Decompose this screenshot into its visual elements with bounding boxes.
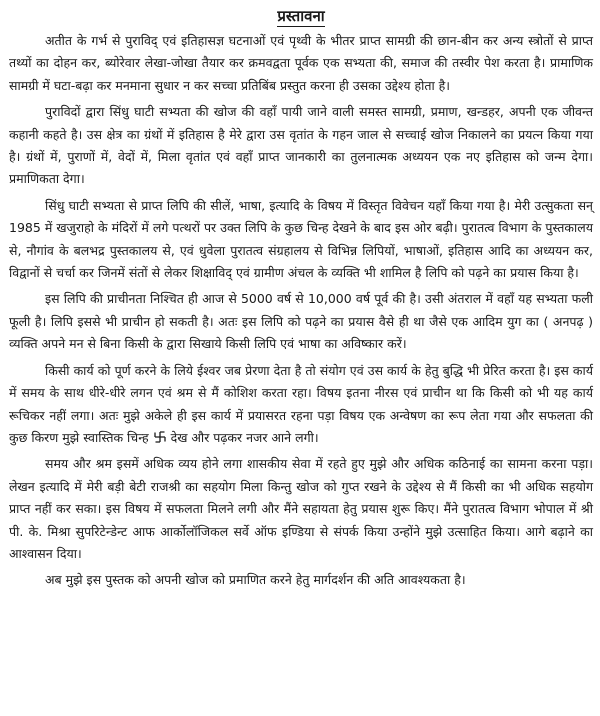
paragraph-4: इस लिपि की प्राचीनता निश्चित ही आज से 5000 वर्ष से 10,000 वर्ष पूर्व की है। उसी अंतराल में वहाँ यह सभ्यता फली फूली है। लिपि इससे भी प्राचीन हो सकती है। अतः इस लिपि को पढ़ने का प्रयास वैसे ही था जैसे एक आदिम युग का ( अनपढ़ ) व्यक्ति अपने मन से बिना किसी के द्वारा सिखाये किसी लिपि एवं भाषा का अविष्कार करें। xyxy=(9,291,593,352)
page-title xyxy=(9,6,593,26)
paragraph-5 xyxy=(9,360,593,450)
paragraph-5-text: किसी कार्य को पूर्ण करने के लिये ईश्वर जब प्रेरणा देता है तो संयोग एवं उस कार्य के हेतु बुद्धि भी प्रेरित करता है। इस कार्य में समय के साथ धीरे-धीरे लगन एवं श्रम से मैं कोशिश करता रहा। विषय इतना नीरस एवं प्राचीन था कि किसी को भी यह कार्य रूचिकर नहीं लगा। अतः मुझे अकेले ही इस कार्य में प्रयासरत रहना पड़ा विषय एक अन्वेषण का रूप लेता गया और सफलता की कुछ किरण मुझे स्वास्तिक चिन्ह xyxy=(9,362,593,445)
paragraph-7: अब मुझे इस पुस्तक को अपनी खोज को प्रमाणित करने हेतु मार्गदर्शन की अति आवश्यकता है। xyxy=(45,572,466,588)
paragraph-1: अतीत के गर्भ से पुराविद् एवं इतिहासज्ञ घटनाओं एवं पृथ्वी के भीतर प्राप्त सामग्री की छान-बीन कर अन्य स्त्रोतों से प्राप्त तथ्यों का दोहन कर, ब्योरेवार लेखा-जोखा तैयार कर क्रमवद्वता पूर्वक एक सभ्यता की, समाज की तस्वीर पेश करता है। प्रामाणिक सामग्री में घटा-बढ़ा कर मनमाना सुधार न कर सच्चा प्रतिबिंब प्रस्तुत करना ही उसका उद्देश्य होता है। xyxy=(9,33,593,93)
swastika-icon xyxy=(154,431,166,443)
page-title-text: प्रस्तावना xyxy=(277,7,325,25)
paragraph-3: सिंधु घाटी सभ्यता से प्राप्त लिपि की सीलें, भाषा, इत्यादि के विषय में विस्तृत विवेचन यहाँ किया गया है। मेरी उत्सुकता सन् 1985 में खजुराहो के मंदिरों में लगे पत्थरों पर उक्त लिपि के कुछ चिन्ह देखने के बाद इस ओर बढ़ी। पुरातत्व विभाग के पुस्तकालय से, नौगांव के बलभद्र पुस्तकालय से, एवं धुवेला पुरातत्व संग्रहालय से विभिन्न लिपियों, भाषाओं, इतिहास आदि का अध्ययन कर, विद्वानों से चर्चा कर जिनमें संतों से लेकर शिक्षाविद् एवं ग्रामीण अंचल के व्यक्ति भी शामिल है लिपि को पढ़ने का प्रयास किया है। xyxy=(9,197,593,281)
paragraph-5-tail: देख और पढ़कर नजर आने लगी। xyxy=(170,429,319,445)
paragraph-2: पुराविदों द्वारा सिंधु घाटी सभ्यता की खोज की वहाँ पायी जाने वाली समस्त सामग्री, प्रमाण, खन्डहर, अपनी एक जीवन्त कहानी कहते है। उस क्षेत्र का ग्रंथों में इतिहास है मेरे द्वारा उस वृतांत के गहन जाल से सच्चाई खोज निकालने का प्रयत्न किया गया है। ग्रंथों में, पुराणों में, वेदों में, मिला वृतांत एवं वहाँ प्राप्त जानकारी का तुलनात्मक अध्ययन एक नए इतिहास को जन्म देगा। प्रमाणिकता देगा। xyxy=(9,104,593,187)
paragraph-6: समय और श्रम इसमें अधिक व्यय होने लगा शासकीय सेवा में रहते हुए मुझे और अधिक कठिनाई का सामना करना पड़ा। लेखन इत्यादि में मेरी बड़ी बेटी राजश्री का सहयोग मिला किन्तु खोज को गुप्त रखने के उद्देश्य से मैं किसी का भी अधिक सहयोग प्राप्त नहीं कर सका। इस विषय में सफलता मिलने लगी और मैंने सहायता हेतु प्रयास शुरू किए। मैंने पुरातत्व विभाग भोपाल में श्री पी. के. मिश्रा सुपरिटेन्डेन्ट आफ आर्कोलॉजिकल सर्वे ऑफ इण्डिया से संपर्क किया उन्होंने मुझे उत्साहित किया। आगे बढ़ाने का आश्वासन दिया। xyxy=(9,456,593,561)
